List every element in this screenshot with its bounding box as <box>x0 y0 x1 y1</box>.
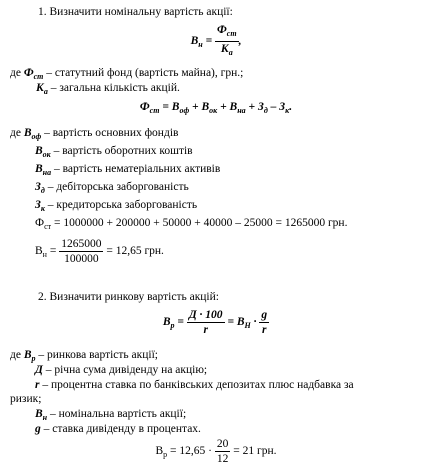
formula-statutory-fund: $Ф_{ст} = В_{оф} + В_{ок} + В_{на} + З_д - З_к$. <box>139 101 293 115</box>
definition-interest-rate: r – процентна ставка по банківських депозитах плюс надбавка за <box>35 379 354 391</box>
definition-working-capital: $В_{ок}$ – вартість оборотних коштів <box>35 145 193 159</box>
definition-share-count: $К_а$ – загальна кількість акцій. <box>36 82 180 96</box>
definition-dividend-rate: g – ставка дивіденду в процентах. <box>35 423 201 435</box>
definition-market-value: де $В_р$ – ринкова вартість акції; <box>10 349 158 363</box>
calculation-nominal-value: $В_н$ = $\frac{1265000}{100000}$ = 12,65 грн. <box>35 238 164 265</box>
definition-fixed-assets: де $В_{оф}$ – вартість основних фондів <box>10 127 179 141</box>
definition-intangible-assets: $В_{на}$ – вартість нематеріальних активів <box>35 163 221 177</box>
definition-statutory-fund: де $Ф_{ст}$ – статутний фонд (вартість майна), грн.; <box>10 67 244 81</box>
fraction-market-calc: $\frac{20}{12}$ <box>216 438 229 465</box>
definition-payables: $З_к$ – кредиторська заборгованість <box>35 199 198 213</box>
definition-receivables: $З_д$ – дебіторська заборгованість <box>35 181 189 195</box>
fraction-dividend-over-rate: $\frac{Д \cdot 100}{r}$ <box>188 309 223 336</box>
definition-dividend: Д – річна сума дивіденду на акцію; <box>35 364 208 376</box>
fraction-fund-over-shares: $\frac{Ф_{ст}}{К_а}$ <box>217 24 237 57</box>
step2-heading: 2. Визначити ринкову вартість акцій: <box>38 291 219 303</box>
calculation-market-value: $В_р = 12,65$ · $\frac{20}{12}$ = 21 грн. <box>155 438 277 465</box>
formula-market-value: $В_р$ = $\frac{Д \cdot 100}{r}$ = $В_Н$ · $\frac{g}{r}$ <box>162 309 268 336</box>
definition-interest-rate-continued: ризик; <box>10 393 42 405</box>
fraction-g-over-r: $\frac{g}{r}$ <box>261 309 268 336</box>
step1-heading: 1. Визначити номінальну вартість акції: <box>38 6 233 18</box>
calculation-statutory-fund: $Ф_{ст} = 1000000 + 200000 + 50000 + 40000 - 25000 = 1265000$ грн. <box>35 217 348 231</box>
formula-nominal-value: $В_н$ = $\frac{Ф_{ст}}{К_а}$ , <box>190 24 242 57</box>
definition-nominal-value: $В_н$ – номінальна вартість акції; <box>35 408 187 422</box>
fraction-nominal-calc: $\frac{1265000}{100000}$ <box>61 238 102 265</box>
